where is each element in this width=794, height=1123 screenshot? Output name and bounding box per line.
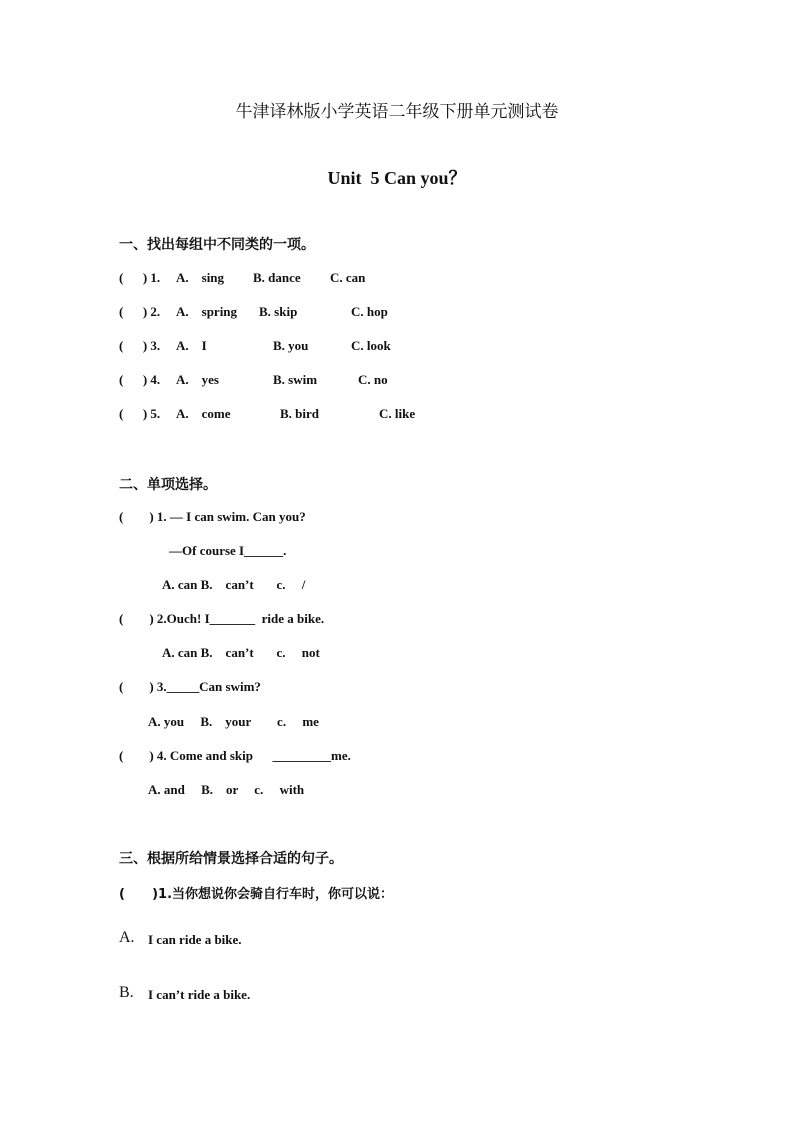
option-c: C. like [379, 406, 416, 421]
option-b: B. skip [259, 304, 298, 319]
q4-options: A. and B. or c. with [148, 782, 305, 797]
row-number: ( ) 1. [119, 270, 161, 285]
q3-stem: ( ) 3._____Can swim? [119, 679, 261, 694]
option-c: C. can [330, 270, 366, 285]
option-b: B. you [273, 338, 309, 353]
row-number: ( ) 5. [119, 406, 161, 421]
section2-heading: 二、单项选择。 [119, 477, 217, 493]
option-a: A. yes [176, 372, 219, 387]
q4-stem: ( ) 4. Come and skip _________me. [119, 748, 351, 763]
option-a: A. spring [176, 304, 238, 319]
q3-options: A. you B. your c. me [148, 714, 319, 729]
option-b: B. bird [280, 406, 320, 421]
option-text: I can ride a bike. [148, 932, 242, 947]
row-number: ( ) 4. [119, 372, 161, 387]
q2-stem: ( ) 2.Ouch! I_______ ride a bike. [119, 611, 325, 626]
unit-title: Unit 5 Can you？ [327, 168, 467, 188]
option-c: C. no [358, 372, 388, 387]
document-title: 牛津译林版小学英语二年级下册单元测试卷 [235, 102, 559, 122]
section3-heading: 三、根据所给情景选择合适的句子。 [119, 851, 343, 867]
q2-options: A. can B. can’t c. not [162, 645, 320, 660]
option-b: B. dance [253, 270, 301, 285]
section1-heading: 一、找出每组中不同类的一项。 [119, 237, 315, 253]
option-c: C. hop [351, 304, 388, 319]
q1-options: A. can B. can’t c. / [162, 577, 306, 592]
option-text: I can’t ride a bike. [148, 987, 251, 1002]
section3-q1: ( )1.当你想说你会骑自行车时，你可以说： [119, 887, 394, 902]
option-a: A. I [176, 338, 207, 353]
row-number: ( ) 3. [119, 338, 161, 353]
q1-stem: ( ) 1. — I can swim. Can you? [119, 509, 306, 524]
option-letter: A. [119, 929, 135, 946]
q1-reply: —Of course I______. [169, 543, 287, 558]
option-b: B. swim [273, 372, 318, 387]
row-number: ( ) 2. [119, 304, 161, 319]
option-c: C. look [351, 338, 391, 353]
option-letter: B. [119, 984, 134, 1001]
option-a: A. come [176, 406, 231, 421]
option-a: A. sing [176, 270, 225, 285]
